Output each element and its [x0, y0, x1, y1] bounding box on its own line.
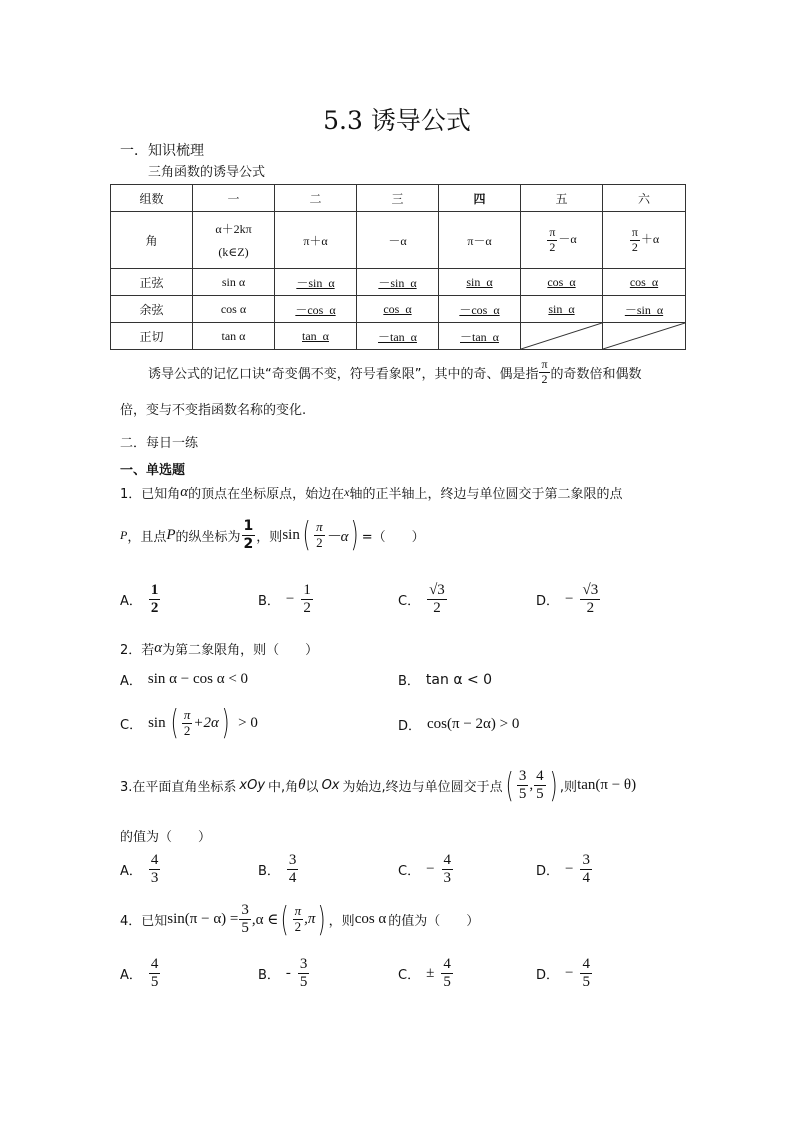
frac-num: 1	[243, 518, 254, 535]
math-symbol: xOy	[239, 778, 266, 794]
table-cell: tan_α	[275, 323, 357, 350]
frac-num: 1	[301, 582, 313, 600]
row-label: 正切	[111, 323, 193, 350]
q-text: =（ ）	[361, 529, 425, 545]
q3-option-d[interactable]	[536, 852, 593, 888]
frac-den: 5	[241, 920, 249, 937]
q-text: 的值为（ ）	[388, 914, 480, 930]
table-cell: －cos_α	[275, 296, 357, 323]
frac-den: 3	[443, 870, 452, 887]
frac-num: π	[541, 357, 548, 371]
math-expression: cos(π − 2α) > 0	[427, 716, 520, 732]
frac-den: 2	[541, 371, 548, 386]
option-label: C．	[120, 717, 143, 733]
math-symbol: −	[565, 591, 574, 608]
frac-num: 3	[239, 902, 251, 920]
option-label: A．	[120, 674, 142, 689]
q-text: 为第二象限角，则（ ）	[162, 643, 319, 658]
q2-stem	[120, 639, 318, 658]
frac-den: 2	[183, 722, 191, 738]
math-symbol: −	[565, 861, 574, 878]
q4-option-b[interactable]	[258, 956, 310, 992]
angle-cell: －α	[357, 212, 439, 269]
angle-g1-line2: (k∈Z)	[218, 245, 249, 259]
header-cell: 六	[603, 185, 686, 212]
paren-icon: (	[505, 765, 514, 806]
angle-cell: π－α	[439, 212, 521, 269]
frac-den: 4	[582, 870, 590, 887]
page-title: 5.3 诱导公式	[323, 106, 471, 135]
math-symbol: α	[154, 640, 163, 656]
table-cell-empty	[521, 323, 603, 350]
option-label: D．	[536, 968, 560, 984]
paren-icon: )	[318, 899, 327, 940]
q3-line2: 的值为（ ）	[120, 830, 212, 845]
q-text: 2．若	[120, 643, 155, 658]
q-text: ，则	[256, 529, 283, 545]
q-text: 4．已知	[120, 914, 168, 930]
q-text: ，且点	[127, 529, 167, 545]
table-cell: －sin_α	[603, 296, 686, 323]
paren-icon: (	[170, 703, 179, 743]
angle-cell: π＋α	[275, 212, 357, 269]
math-symbol: x	[344, 485, 350, 499]
frac-num: 4	[149, 852, 161, 870]
math-expression: tan α < 0	[425, 671, 493, 688]
frac-den: 2	[549, 239, 556, 254]
math-symbol: ±	[426, 965, 435, 982]
frac-den: 2	[150, 600, 159, 617]
option-label: D．	[398, 719, 422, 734]
q-text: ,则	[559, 780, 578, 796]
frac-den: 2	[294, 919, 302, 935]
math-symbol: Ox	[321, 778, 340, 794]
induction-formula-table	[110, 184, 686, 350]
option-label: B．	[258, 864, 280, 880]
table-cell: cos_α	[357, 296, 439, 323]
math-expression: cos α	[354, 911, 387, 928]
frac-den: 5	[536, 786, 544, 803]
angle-g1-line1: α＋2kπ	[215, 222, 252, 236]
row-label: 角	[111, 212, 193, 269]
row-label: 正弦	[111, 269, 193, 296]
header-cell: 三	[357, 185, 439, 212]
q4-option-c[interactable]	[398, 956, 454, 992]
q-text: 的纵坐标为	[175, 529, 241, 545]
q-text: ，则	[328, 914, 355, 930]
section2-subheading: 一、单选题	[120, 463, 186, 478]
option-label: B．	[258, 594, 280, 610]
q4-option-d[interactable]	[536, 956, 593, 992]
frac-num: π	[294, 903, 302, 919]
frac-num: 4	[149, 956, 161, 974]
paren-icon: (	[302, 515, 311, 555]
math-expression: sin α − cos α < 0	[147, 671, 249, 687]
frac-num: 3	[580, 852, 592, 870]
angle-cell	[603, 212, 686, 269]
option-label: B．	[258, 968, 280, 984]
q1-line1	[120, 483, 623, 502]
mnemonic-text: 的奇数倍和偶数	[550, 366, 642, 382]
header-cell: 五	[521, 185, 603, 212]
math-expression: tan(π − θ)	[577, 777, 637, 794]
q3-option-c[interactable]	[398, 852, 454, 888]
table-cell: sin_α	[521, 296, 603, 323]
q2-option-a[interactable]	[120, 670, 248, 689]
frac-num: 3	[298, 956, 310, 974]
frac-den: 3	[150, 870, 159, 887]
mnemonic-line1	[148, 358, 642, 387]
angle-cell	[521, 212, 603, 269]
section1-heading: 一．知识梳理	[120, 143, 204, 159]
q1-line2	[120, 515, 425, 555]
q1-option-c[interactable]	[398, 582, 448, 618]
math-symbol: sin	[282, 526, 300, 543]
frac-num: 4	[442, 852, 454, 870]
frac-den: 5	[150, 974, 159, 991]
q3-option-a[interactable]	[120, 852, 161, 888]
frac-den: 2	[316, 534, 323, 550]
frac-den: 2	[243, 535, 254, 552]
table-cell: －tan_α	[357, 323, 439, 350]
table-cell: tan α	[193, 323, 275, 350]
math-symbol: −	[565, 965, 574, 982]
math-symbol: ,π	[304, 911, 316, 928]
option-label: B．	[398, 674, 420, 689]
table-cell: sin α	[193, 269, 275, 296]
table-cell: sin_α	[439, 269, 521, 296]
q-text: 以	[305, 780, 319, 796]
option-label: A．	[120, 968, 142, 984]
q3-stem: 3.在平面直角坐标系 xOy 中,角 θ 以 Ox 为始边,终边与单位圆交于点 ( $\frac{3}{5}$ , $\frac{4}{5}$ ) ,则 tan(π − θ)	[120, 765, 637, 806]
frac-den: 2	[586, 600, 595, 617]
frac-den: 5	[299, 974, 308, 991]
frac-num: 3	[287, 852, 299, 870]
option-label: D．	[536, 864, 560, 880]
q-text: 的顶点在坐标原点，始边在	[188, 487, 345, 502]
q-text: 1．已知角	[120, 487, 181, 502]
header-cell: 四	[439, 185, 521, 212]
table-cell: cos α	[193, 296, 275, 323]
q-text: 3.在平面直角坐标系	[120, 780, 237, 796]
math-symbol: +2α	[193, 714, 219, 731]
table-cell: －cos_α	[439, 296, 521, 323]
math-expression: sin(π − α) =	[167, 911, 239, 928]
table-header-row	[111, 185, 686, 212]
q1-option-d[interactable]	[536, 582, 601, 618]
option-label: A．	[120, 594, 142, 610]
table-row-tan	[111, 323, 686, 350]
math-symbol: θ	[298, 777, 306, 794]
table-cell: －sin_α	[275, 269, 357, 296]
frac-num: √3	[580, 582, 600, 600]
q2-option-d[interactable]	[398, 715, 519, 734]
table-row-sin	[111, 269, 686, 296]
table-cell: －sin_α	[357, 269, 439, 296]
mnemonic-line2: 倍，变与不变指函数名称的变化.	[120, 403, 307, 418]
option-label: C．	[398, 594, 421, 610]
frac-num: π	[549, 224, 556, 239]
q3-option-b[interactable]	[258, 852, 299, 888]
option-label: D．	[536, 594, 560, 610]
frac-den: 4	[288, 870, 297, 887]
frac-num: 3	[517, 768, 529, 786]
math-symbol: > 0	[238, 714, 258, 731]
option-label: C．	[398, 864, 421, 880]
section1-subheading: 三角函数的诱导公式	[148, 165, 266, 180]
frac-num: 4	[580, 956, 592, 974]
frac-num: 4	[534, 768, 546, 786]
frac-num: π	[183, 706, 191, 722]
frac-num: 1	[149, 582, 161, 600]
math-symbol: P	[120, 527, 128, 542]
frac-den: 5	[518, 786, 527, 803]
option-label: A．	[120, 864, 142, 880]
q1-option-b[interactable]	[258, 582, 314, 618]
paren-icon: )	[549, 765, 558, 806]
q-text: 中,角	[268, 780, 299, 796]
frac-den: 5	[443, 974, 451, 991]
math-symbol: sin	[148, 714, 166, 731]
math-symbol: -	[285, 965, 291, 982]
paren-icon: )	[221, 703, 230, 743]
angle-g6-rest: ＋α	[640, 231, 660, 246]
frac-num: √3	[427, 582, 447, 600]
q4-stem	[120, 899, 480, 940]
option-label: C．	[398, 968, 421, 984]
frac-den: 5	[582, 974, 590, 991]
frac-num: 4	[441, 956, 453, 974]
math-symbol: －α	[325, 528, 349, 545]
table-cell: cos_α	[603, 269, 686, 296]
frac-num: π	[316, 518, 323, 534]
q1-option-a[interactable]	[120, 582, 161, 618]
header-cell: 二	[275, 185, 357, 212]
math-symbol: ,α ∈	[251, 912, 279, 929]
section2-heading: 二．每日一练	[120, 436, 199, 451]
math-symbol: −	[285, 591, 295, 608]
math-symbol: −	[426, 861, 435, 878]
table-cell-empty	[603, 323, 686, 350]
table-angle-row	[111, 212, 686, 269]
angle-g5-rest: －α	[558, 231, 577, 246]
q2-option-b[interactable]	[398, 670, 492, 689]
frac-num: π	[631, 224, 638, 239]
frac-den: 2	[631, 239, 638, 254]
angle-cell	[193, 212, 275, 269]
q2-option-c[interactable]	[120, 703, 258, 743]
q-text: 为始边,终边与单位圆交于点	[342, 780, 503, 796]
q-text: 轴的正半轴上，终边与单位圆交于第二象限的点	[349, 487, 623, 502]
table-cell: cos_α	[521, 269, 603, 296]
math-symbol: P	[166, 526, 176, 543]
row-label: 余弦	[111, 296, 193, 323]
math-symbol: α	[180, 484, 189, 500]
header-cell: 组数	[111, 185, 193, 212]
mnemonic-text: 诱导公式的记忆口诀“奇变偶不变，符号看象限”，其中的奇、偶是指	[148, 366, 539, 382]
paren-icon: (	[281, 899, 289, 940]
paren-icon: )	[351, 515, 360, 555]
q4-option-a[interactable]	[120, 956, 161, 992]
header-cell: 一	[193, 185, 275, 212]
frac-den: 2	[303, 600, 311, 617]
table-row-cos	[111, 296, 686, 323]
table-cell: －tan_α	[439, 323, 521, 350]
frac-den: 2	[433, 600, 441, 617]
